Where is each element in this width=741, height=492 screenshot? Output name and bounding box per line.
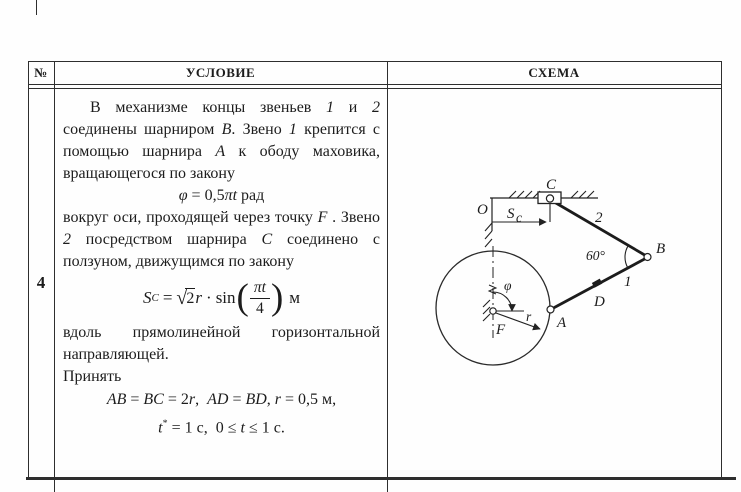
label-link-1: 1 — [624, 274, 632, 290]
condition-paragraph-1: В механизме концы звеньев 1 и 2 соединены шарниром B. Звено 1 крепится с помощью шарнира A к ободу маховика, вращающегося по закону — [63, 99, 381, 182]
header-number-label: № — [34, 64, 48, 80]
phi-arc-arrow — [493, 292, 512, 311]
previous-row-border-stub — [36, 0, 37, 15]
fraction-denominator: 4 — [256, 299, 264, 317]
condition-paragraph-4: Принять — [63, 368, 122, 385]
formula-sc-r: r — [195, 288, 203, 307]
formula-sc — [63, 275, 380, 321]
row-number-cell — [28, 88, 54, 477]
formula-lengths: AB = BC = 2r, AD = BD, r = 0,5 м, — [106, 391, 337, 408]
pin-F — [490, 308, 496, 314]
pin-B — [644, 254, 651, 261]
next-row-stub-num — [54, 480, 55, 492]
label-phi: φ — [504, 278, 512, 293]
sin-function: sin — [215, 288, 236, 307]
label-Sc: S — [507, 206, 515, 222]
label-B: B — [656, 241, 666, 257]
left-paren: ( — [236, 277, 249, 319]
formula-sc-symbol: S — [142, 288, 152, 307]
support-O-hatching — [485, 223, 492, 247]
fraction — [250, 279, 270, 318]
header-schema-label: СХЕМА — [528, 64, 580, 80]
label-angle-60: 60° — [586, 248, 605, 263]
label-D: D — [594, 294, 605, 310]
rail-hatching-right — [571, 191, 594, 198]
label-link-2: 2 — [595, 210, 603, 226]
label-Sc-sub: c — [516, 210, 522, 225]
formula-sc-equals: = — [162, 288, 173, 307]
label-r: r — [526, 309, 532, 324]
header-number — [28, 61, 54, 84]
condition-cell — [56, 88, 385, 477]
centerline-squiggle — [489, 285, 496, 294]
column-separator-num — [54, 61, 55, 478]
label-C: C — [546, 177, 557, 193]
table-header-bottom-border-1 — [28, 84, 722, 85]
next-row-stub-schema — [387, 480, 388, 492]
formula-time: t* = 1 с, 0 ≤ t ≤ 1 с. — [158, 418, 285, 437]
rail-hatching-left — [509, 191, 540, 198]
formula-phi: φ = 0,5πt рад — [178, 187, 265, 204]
header-condition-label: УСЛОВИЕ — [185, 64, 256, 80]
multiplication-dot: · — [206, 288, 212, 307]
radical-sign: √ — [176, 287, 188, 309]
radicand: 2 — [186, 290, 195, 308]
header-schema — [387, 61, 721, 84]
row-number: 4 — [36, 272, 46, 292]
pin-A — [547, 306, 554, 313]
pivot-hatching — [483, 300, 490, 321]
angle-arc-60 — [625, 246, 628, 268]
formula-sc-unit: м — [289, 288, 301, 307]
label-F: F — [496, 322, 506, 338]
pin-C — [546, 195, 553, 202]
label-A: A — [557, 315, 567, 331]
right-paren: ) — [270, 277, 284, 319]
formula-sc-subscript: C — [151, 292, 159, 304]
condition-paragraph-3: вдоль прямолинейной горизонтальной направляющей. — [63, 324, 380, 363]
fraction-numerator: πt — [250, 279, 270, 299]
condition-paragraph-2: вокруг оси, проходящей через точку F . Звено 2 посредством шарнира C соединено с ползуном, движущимся по закону — [63, 209, 381, 270]
label-O: O — [477, 202, 488, 218]
header-condition — [54, 61, 387, 84]
schema-diagram — [387, 88, 722, 478]
